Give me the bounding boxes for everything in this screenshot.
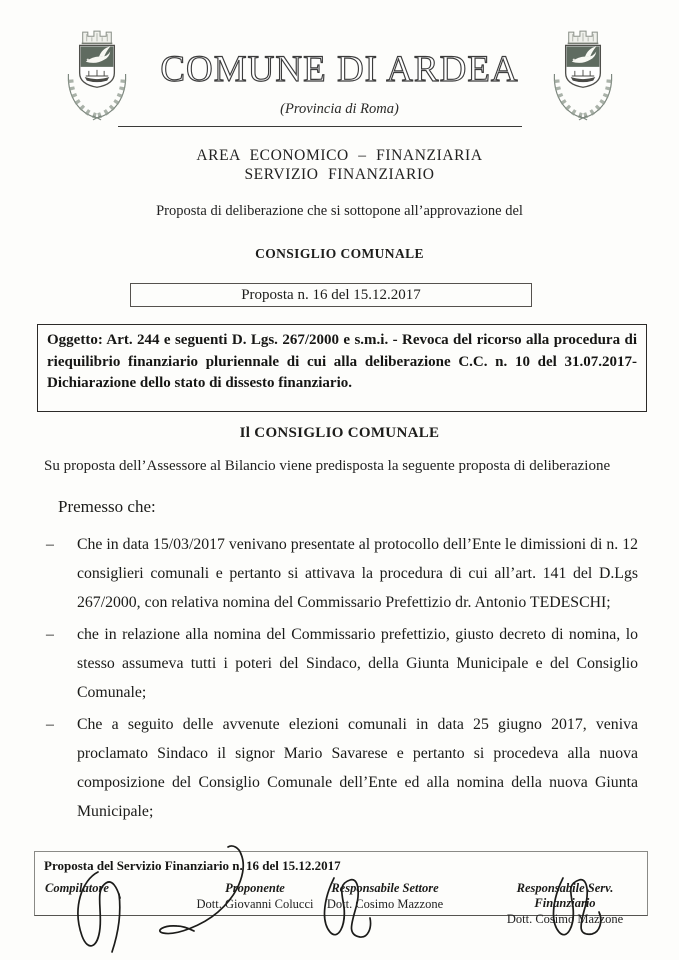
list-item	[44, 620, 638, 707]
subject-box: Oggetto: Art. 244 e seguenti D. Lgs. 267/2000 e s.m.i. - Revoca del ricorso alla procedura di riequilibrio finanziario pluriennale di cui alla deliberazione C.C. n. 10 del 31.07.2017- Dichiarazione dello stato di dissesto finanziario.	[37, 324, 647, 412]
signatory-role: Compilatore	[45, 881, 109, 895]
signatory-compilatore	[45, 881, 155, 897]
signatory-responsabile-settore	[315, 881, 455, 912]
proposal-number-box: Proposta n. 16 del 15.12.2017	[130, 283, 532, 307]
footer-title: Proposta del Servizio Finanziario n. 16 del 15.12.2017	[44, 858, 341, 873]
bullet-dash: –	[46, 536, 54, 553]
list-item-text: che in relazione alla nomina del Commissario prefettizio, giusto decreto di nomina, lo stesso assumeva tutti i poteri del Sindaco, della Giunta Municipale e del Consiglio Comunale;	[77, 626, 638, 701]
office-block	[0, 146, 679, 184]
premise-list	[44, 530, 638, 829]
signatory-name: Dott. Cosimo Mazzone	[506, 912, 624, 926]
province-subtitle: (Provincia di Roma)	[280, 101, 399, 117]
list-item-text: Che a seguito delle avvenute elezioni comunali in data 25 giugno 2017, veniva proclamato Sindaco il signor Mario Savarese e pertanto si procedeva alla nuova composizione del Consiglio Comunale dell’Ente ed alla nomina della nuova Giunta Municipale;	[77, 716, 638, 820]
bullet-dash: –	[46, 716, 54, 733]
council-heading: Il CONSIGLIO COMUNALE	[239, 425, 440, 441]
municipality-title: COMUNE DI ARDEA	[160, 49, 519, 90]
list-item	[44, 530, 638, 617]
signatory-name: Dott. Cosimo Mazzone	[326, 897, 444, 911]
council-label: CONSIGLIO COMUNALE	[255, 246, 424, 261]
office-area-line: AREA ECONOMICO – FINANZIARIA	[196, 147, 483, 164]
signatory-responsabile-finanziario	[490, 881, 640, 927]
signatory-role: Proponente	[225, 881, 285, 895]
proposal-line: Su proposta dell’Assessore al Bilancio viene predisposta la seguente proposta di deliberazione	[44, 458, 611, 474]
header-divider	[118, 126, 522, 127]
signatory-role: Responsabile Serv. Finanziario	[516, 881, 614, 910]
intro-line: Proposta di deliberazione che si sottopone all’approvazione del	[156, 203, 523, 219]
signatory-name: Dott. Giovanni Colucci	[196, 897, 314, 911]
signatory-proponente	[180, 881, 330, 912]
signatory-role: Responsabile Settore	[331, 881, 439, 895]
office-service-line: SERVIZIO FINANZIARIO	[244, 166, 435, 183]
list-item-text: Che in data 15/03/2017 venivano presentate al protocollo dell’Ente le dimissioni di n. 12 consiglieri comunali e pertanto si attivava la procedura di cui all’art. 141 del D.Lgs 267/2000, con relativa nomina del Commissario Prefettizio dr. Antonio TEDESCHI;	[77, 536, 638, 611]
premise-heading: Premesso che:	[58, 497, 156, 516]
list-item	[44, 710, 638, 826]
bullet-dash: –	[46, 626, 54, 643]
footer-signature-box	[34, 851, 648, 926]
